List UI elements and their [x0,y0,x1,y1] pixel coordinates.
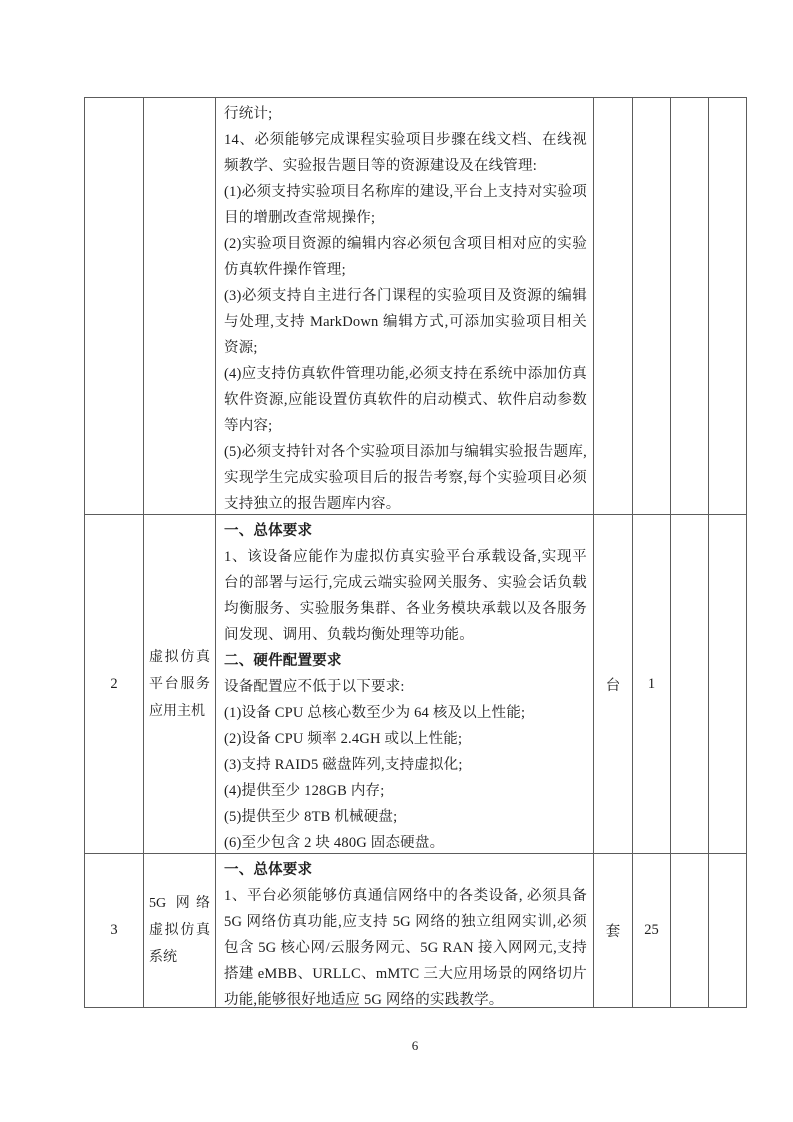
item-name-cell [144,854,216,1008]
spec-table [84,97,747,1008]
table-row [85,515,747,854]
item-name: 5G 网络虚拟仿真系统 [149,896,210,965]
empty-cell [671,854,709,1008]
unit-cell: 台 [594,515,633,854]
item-name-cell [144,98,216,515]
spec-paragraph: (2)设备 CPU 频率 2.4GH 或以上性能; [224,730,463,747]
row-number-cell: 2 [85,515,144,854]
quantity-cell: 25 [633,854,671,1008]
spec-paragraph: 行统计; [224,105,273,122]
spec-paragraph: 1、该设备应能作为虚拟仿真实验平台承载设备,实现平台的部署与运行,完成云端实验网关服务、实验会话负载均衡服务、实验服务集群、各业务模块承载以及各服务间发现、调用、负载均衡处理等功能。 [224,548,587,643]
empty-cell [709,98,747,515]
quantity-cell [633,98,671,515]
spec-paragraph: (1)设备 CPU 总核心数至少为 64 核及以上性能; [224,704,526,721]
empty-cell [709,854,747,1008]
spec-paragraph: (3)支持 RAID5 磁盘阵列,支持虚拟化; [224,756,463,773]
empty-cell [671,98,709,515]
spec-paragraph: 1、平台必须能够仿真通信网络中的各类设备, 必须具备 5G 网络仿真功能,应支持 5G 网络的独立组网实训,必须包含 5G 核心网/云服务网元、5G RAN 接入网网元,支持搭建 eMBB、URLLC、mMTC 三大应用场景的网络切片功能,能够很好地适应 5G 网络的实践教学。 [224,887,587,1007]
spec-paragraph: (1)必须支持实验项目名称库的建设,平台上支持对实验项目的增删改查常规操作; [224,183,587,226]
page-number: 6 [411,1038,419,1053]
spec-cell [216,854,594,1008]
spec-paragraph: 设备配置应不低于以下要求: [224,678,405,695]
spec-cell [216,515,594,854]
item-name: 虚拟仿真平台服务应用主机 [149,649,210,719]
unit-cell: 套 [594,854,633,1008]
table-row [85,854,747,1008]
unit-cell [594,98,633,515]
table-row [85,98,747,515]
spec-section-heading: 一、总体要求 [224,522,313,539]
spec-paragraph: (5)必须支持针对各个实验项目添加与编辑实验报告题库,实现学生完成实验项目后的报告考察,每个实验项目必须支持独立的报告题库内容。 [224,443,587,512]
spec-paragraph: (4)提供至少 128GB 内存; [224,782,385,799]
spec-section-heading: 一、总体要求 [224,861,313,878]
spec-cell [216,98,594,515]
spec-paragraph: (2)实验项目资源的编辑内容必须包含项目相对应的实验仿真软件操作管理; [224,235,587,278]
empty-cell [709,515,747,854]
quantity-cell: 1 [633,515,671,854]
spec-paragraph: (5)提供至少 8TB 机械硬盘; [224,808,398,825]
row-number-cell [85,98,144,515]
spec-paragraph: 14、必须能够完成课程实验项目步骤在线文档、在线视频教学、实验报告题目等的资源建设及在线管理: [224,131,587,174]
spec-paragraph: (3)必须支持自主进行各门课程的实验项目及资源的编辑与处理,支持 MarkDown 编辑方式,可添加实验项目相关资源; [224,287,587,356]
spec-paragraph: (4)应支持仿真软件管理功能,必须支持在系统中添加仿真软件资源,应能设置仿真软件的启动模式、软件启动参数等内容; [224,365,587,434]
spec-paragraph: (6)至少包含 2 块 480G 固态硬盘。 [224,834,445,851]
row-number-cell: 3 [85,854,144,1008]
empty-cell [671,515,709,854]
item-name-cell [144,515,216,854]
spec-section-heading: 二、硬件配置要求 [224,652,342,669]
